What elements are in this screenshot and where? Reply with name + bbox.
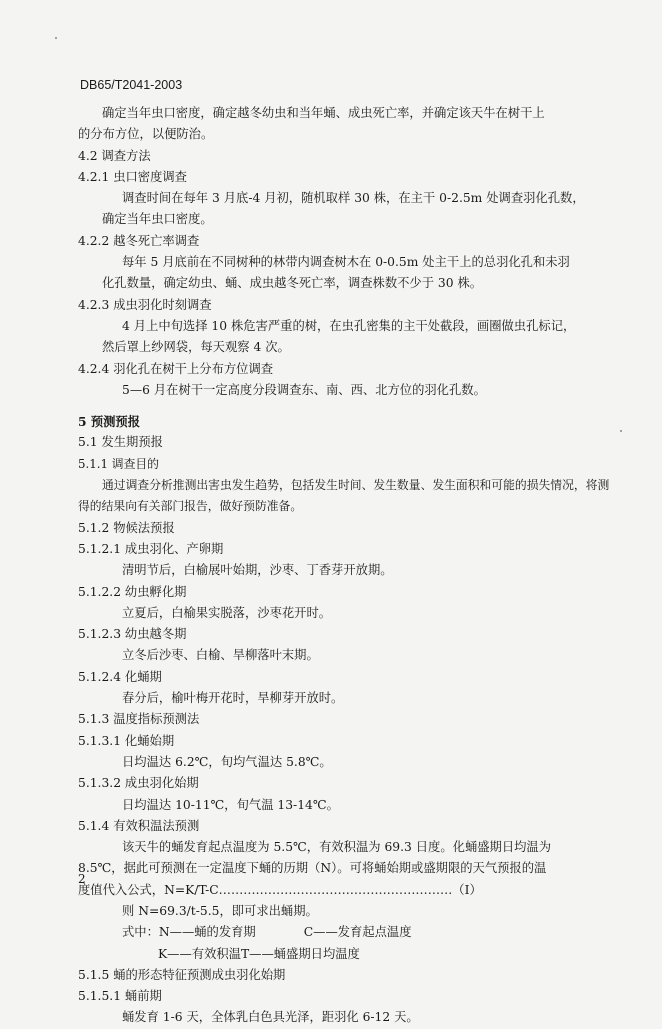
paragraph-line: 通过调查分析推测出害虫发生趋势，包括发生时间、发生数量、发生面积和可能的损失情况，将测: [102, 478, 610, 493]
legend-row: [78, 944, 618, 965]
legend-k: K——有效积温: [158, 946, 241, 961]
paragraph-line: 立冬后沙枣、白榆、旱柳落叶末期。: [122, 648, 319, 663]
formula-line: 度值代入公式，N=K/T-C…………………………………………………（I）: [78, 882, 482, 897]
paragraph-line: 春分后，榆叶梅开花时，旱柳芽开放时。: [122, 691, 344, 706]
paragraph-line: 蛹发育 1-6 天，全体乳白色具光泽，距羽化 6-12 天。: [122, 1010, 419, 1025]
paragraph-line: 的分布方位，以便防治。: [78, 127, 214, 142]
paragraph-line: 5—6 月在树干一定高度分段调查东、南、西、北方位的羽化孔数。: [122, 382, 486, 397]
section-heading: 5.1.2.1 成虫羽化、产卵期: [78, 541, 224, 556]
section-heading: 5.1.4 有效积温法预测: [78, 818, 200, 833]
paragraph-line: 得的结果向有关部门报告，做好预防准备。: [78, 499, 303, 514]
section-heading: 5.1.2.3 幼虫越冬期: [78, 627, 187, 642]
page-number: 2: [78, 872, 86, 886]
section-heading: 5.1.5.1 蛹前期: [78, 989, 162, 1004]
paragraph-line: 日均温达 6.2℃，旬均气温达 5.8℃。: [122, 754, 332, 769]
section-heading: 5.1.3.2 成虫羽化始期: [78, 776, 199, 791]
chapter-heading: 5 预测预报: [78, 414, 141, 430]
paragraph-line: 调查时间在每年 3 月底-4 月初，随机取样 30 株，在主干 0-2.5m 处调查羽化孔数，: [122, 191, 585, 206]
section-heading: 5.1.2.2 幼虫孵化期: [78, 584, 187, 599]
section-heading: 4.2.3 成虫羽化时刻调查: [78, 297, 212, 312]
section-heading: 5.1.2.4 化蛹期: [78, 669, 162, 684]
paragraph-line: 确定当年虫口密度。: [102, 212, 213, 227]
section-heading: 4.2.4 羽化孔在树干上分布方位调查: [78, 361, 274, 376]
section-heading: 5.1.3 温度指标预测法: [78, 712, 200, 727]
document-body: [78, 103, 618, 1029]
section-heading: 4.2 调查方法: [78, 148, 151, 163]
paragraph-line: 然后罩上纱网袋，每天观察 4 次。: [102, 340, 290, 355]
section-heading: 5.1.5 蛹的形态特征预测成虫羽化始期: [78, 967, 286, 982]
section-heading: 4.2.1 虫口密度调查: [78, 169, 187, 184]
paragraph-line: 立夏后，白榆果实脱落，沙枣花开时。: [122, 605, 332, 620]
paragraph-line: 确定当年虫口密度，确定越冬幼虫和当年蛹、成虫死亡率，并确定该天牛在树干上: [102, 106, 545, 120]
legend-n: 式中：N——蛹的发育期: [122, 925, 256, 940]
paragraph-line: 则 N=69.3/t-5.5，即可求出蛹期。: [122, 903, 318, 918]
document-id: DB65/T2041-2003: [80, 78, 183, 92]
paragraph-line: 8.5℃，据此可预测在一定温度下蛹的历期（N）。可将蛹始期或盛期限的天气预报的温: [78, 861, 547, 876]
legend-row: [78, 922, 618, 943]
paragraph-line: 4 月上中旬选择 10 株危害严重的树，在虫孔密集的主干处截段，画圈做虫孔标记，: [122, 318, 576, 333]
paragraph-line: 日均温达 10-11℃，旬气温 13-14℃。: [122, 797, 339, 812]
paragraph-line: 化孔数量，确定幼虫、蛹、成虫越冬死亡率，调查株数不少于 30 株。: [102, 276, 483, 291]
section-heading: 5.1.3.1 化蛹始期: [78, 733, 175, 748]
section-heading: 5.1.1 调查目的: [78, 456, 159, 471]
scan-speck: [620, 430, 622, 432]
paragraph-line: 每年 5 月底前在不同树种的林带内调查树木在 0-0.5m 处主干上的总羽化孔和未羽: [122, 255, 570, 270]
section-heading: 5.1 发生期预报: [78, 435, 163, 450]
paragraph-line: 清明节后，白榆展叶始期，沙枣、丁香芽开放期。: [122, 563, 393, 578]
paragraph-line: 该天牛的蛹发育起点温度为 5.5℃，有效积温为 69.3 日度。化蛹盛期日均温为: [122, 840, 552, 855]
legend-t: T——蛹盛期日均温度: [240, 946, 360, 961]
section-heading: 5.1.2 物候法预报: [78, 520, 175, 535]
legend-c: C——发育起点温度: [303, 925, 412, 940]
section-heading: 4.2.2 越冬死亡率调查: [78, 233, 200, 248]
scan-speck: [55, 37, 57, 39]
